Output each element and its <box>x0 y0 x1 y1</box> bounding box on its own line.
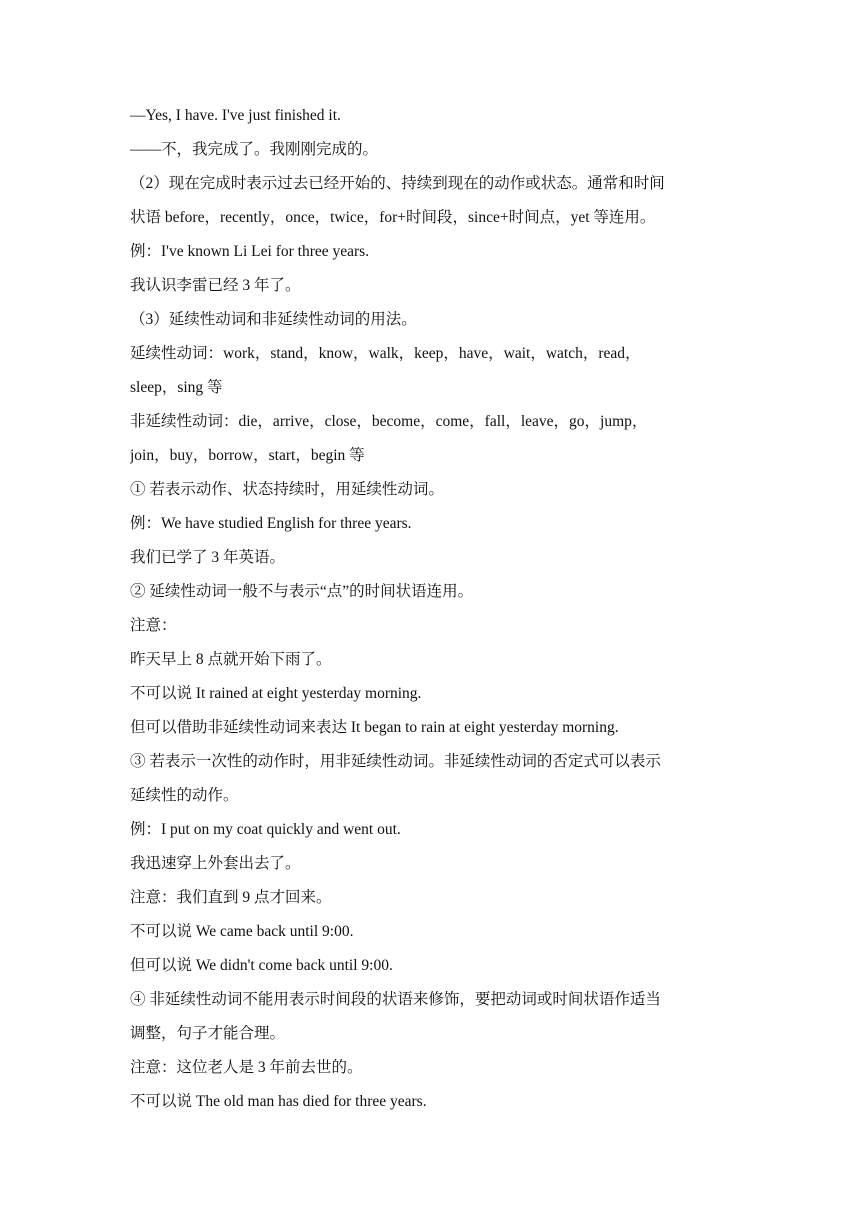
text-line: 我认识李雷已经 3 年了。 <box>130 277 301 294</box>
text-line: 我迅速穿上外套出去了。 <box>130 855 301 872</box>
text-line: 昨天早上 8 点就开始下雨了。 <box>130 651 332 668</box>
text-line: ③ 若表示一次性的动作时，用非延续性动词。非延续性动词的否定式可以表示 <box>130 753 661 770</box>
text-line: （2）现在完成时表示过去已经开始的、持续到现在的动作或状态。通常和时间 <box>130 175 665 192</box>
text-line: 注意：这位老人是 3 年前去世的。 <box>130 1059 363 1076</box>
text-line: 状语 before，recently，once，twice，for+时间段，since+时间点，yet 等连用。 <box>130 209 656 226</box>
text-line: ② 延续性动词一般不与表示“点”的时间状语连用。 <box>130 583 474 600</box>
text-line: ① 若表示动作、状态持续时，用延续性动词。 <box>130 481 444 498</box>
text-line: 我们已学了 3 年英语。 <box>130 549 286 566</box>
document-body <box>130 99 734 1119</box>
text-line: （3）延续性动词和非延续性动词的用法。 <box>130 311 417 328</box>
text-line: 注意： <box>130 617 177 634</box>
text-line: 例：I've known Li Lei for three years. <box>130 243 370 260</box>
text-line: 延续性的动作。 <box>130 787 239 804</box>
text-line: 不可以说 It rained at eight yesterday morning. <box>130 685 422 702</box>
text-line: 延续性动词：work，stand，know，walk，keep，have，wait，watch，read， <box>130 345 641 362</box>
text-line: 调整，句子才能合理。 <box>130 1025 286 1042</box>
text-line: 例：We have studied English for three years. <box>130 515 412 532</box>
text-line: ④ 非延续性动词不能用表示时间段的状语来修饰，要把动词或时间状语作适当 <box>130 991 661 1008</box>
text-line: 但可以借助非延续性动词来表达 It began to rain at eight yesterday morning. <box>130 719 619 736</box>
text-line: 不可以说 The old man has died for three years. <box>130 1093 427 1110</box>
text-line: 非延续性动词：die，arrive，close，become，come，fall，leave，go，jump， <box>130 413 648 430</box>
text-line: sleep，sing 等 <box>130 379 223 396</box>
text-line: 例：I put on my coat quickly and went out. <box>130 821 401 838</box>
text-line: —Yes, I have. I've just finished it. <box>130 107 341 124</box>
text-line: ——不，我完成了。我刚刚完成的。 <box>130 141 379 158</box>
text-line: join，buy，borrow，start，begin 等 <box>130 447 365 464</box>
text-line: 注意：我们直到 9 点才回来。 <box>130 889 332 906</box>
text-line: 但可以说 We didn't come back until 9:00. <box>130 957 393 974</box>
text-line: 不可以说 We came back until 9:00. <box>130 923 354 940</box>
